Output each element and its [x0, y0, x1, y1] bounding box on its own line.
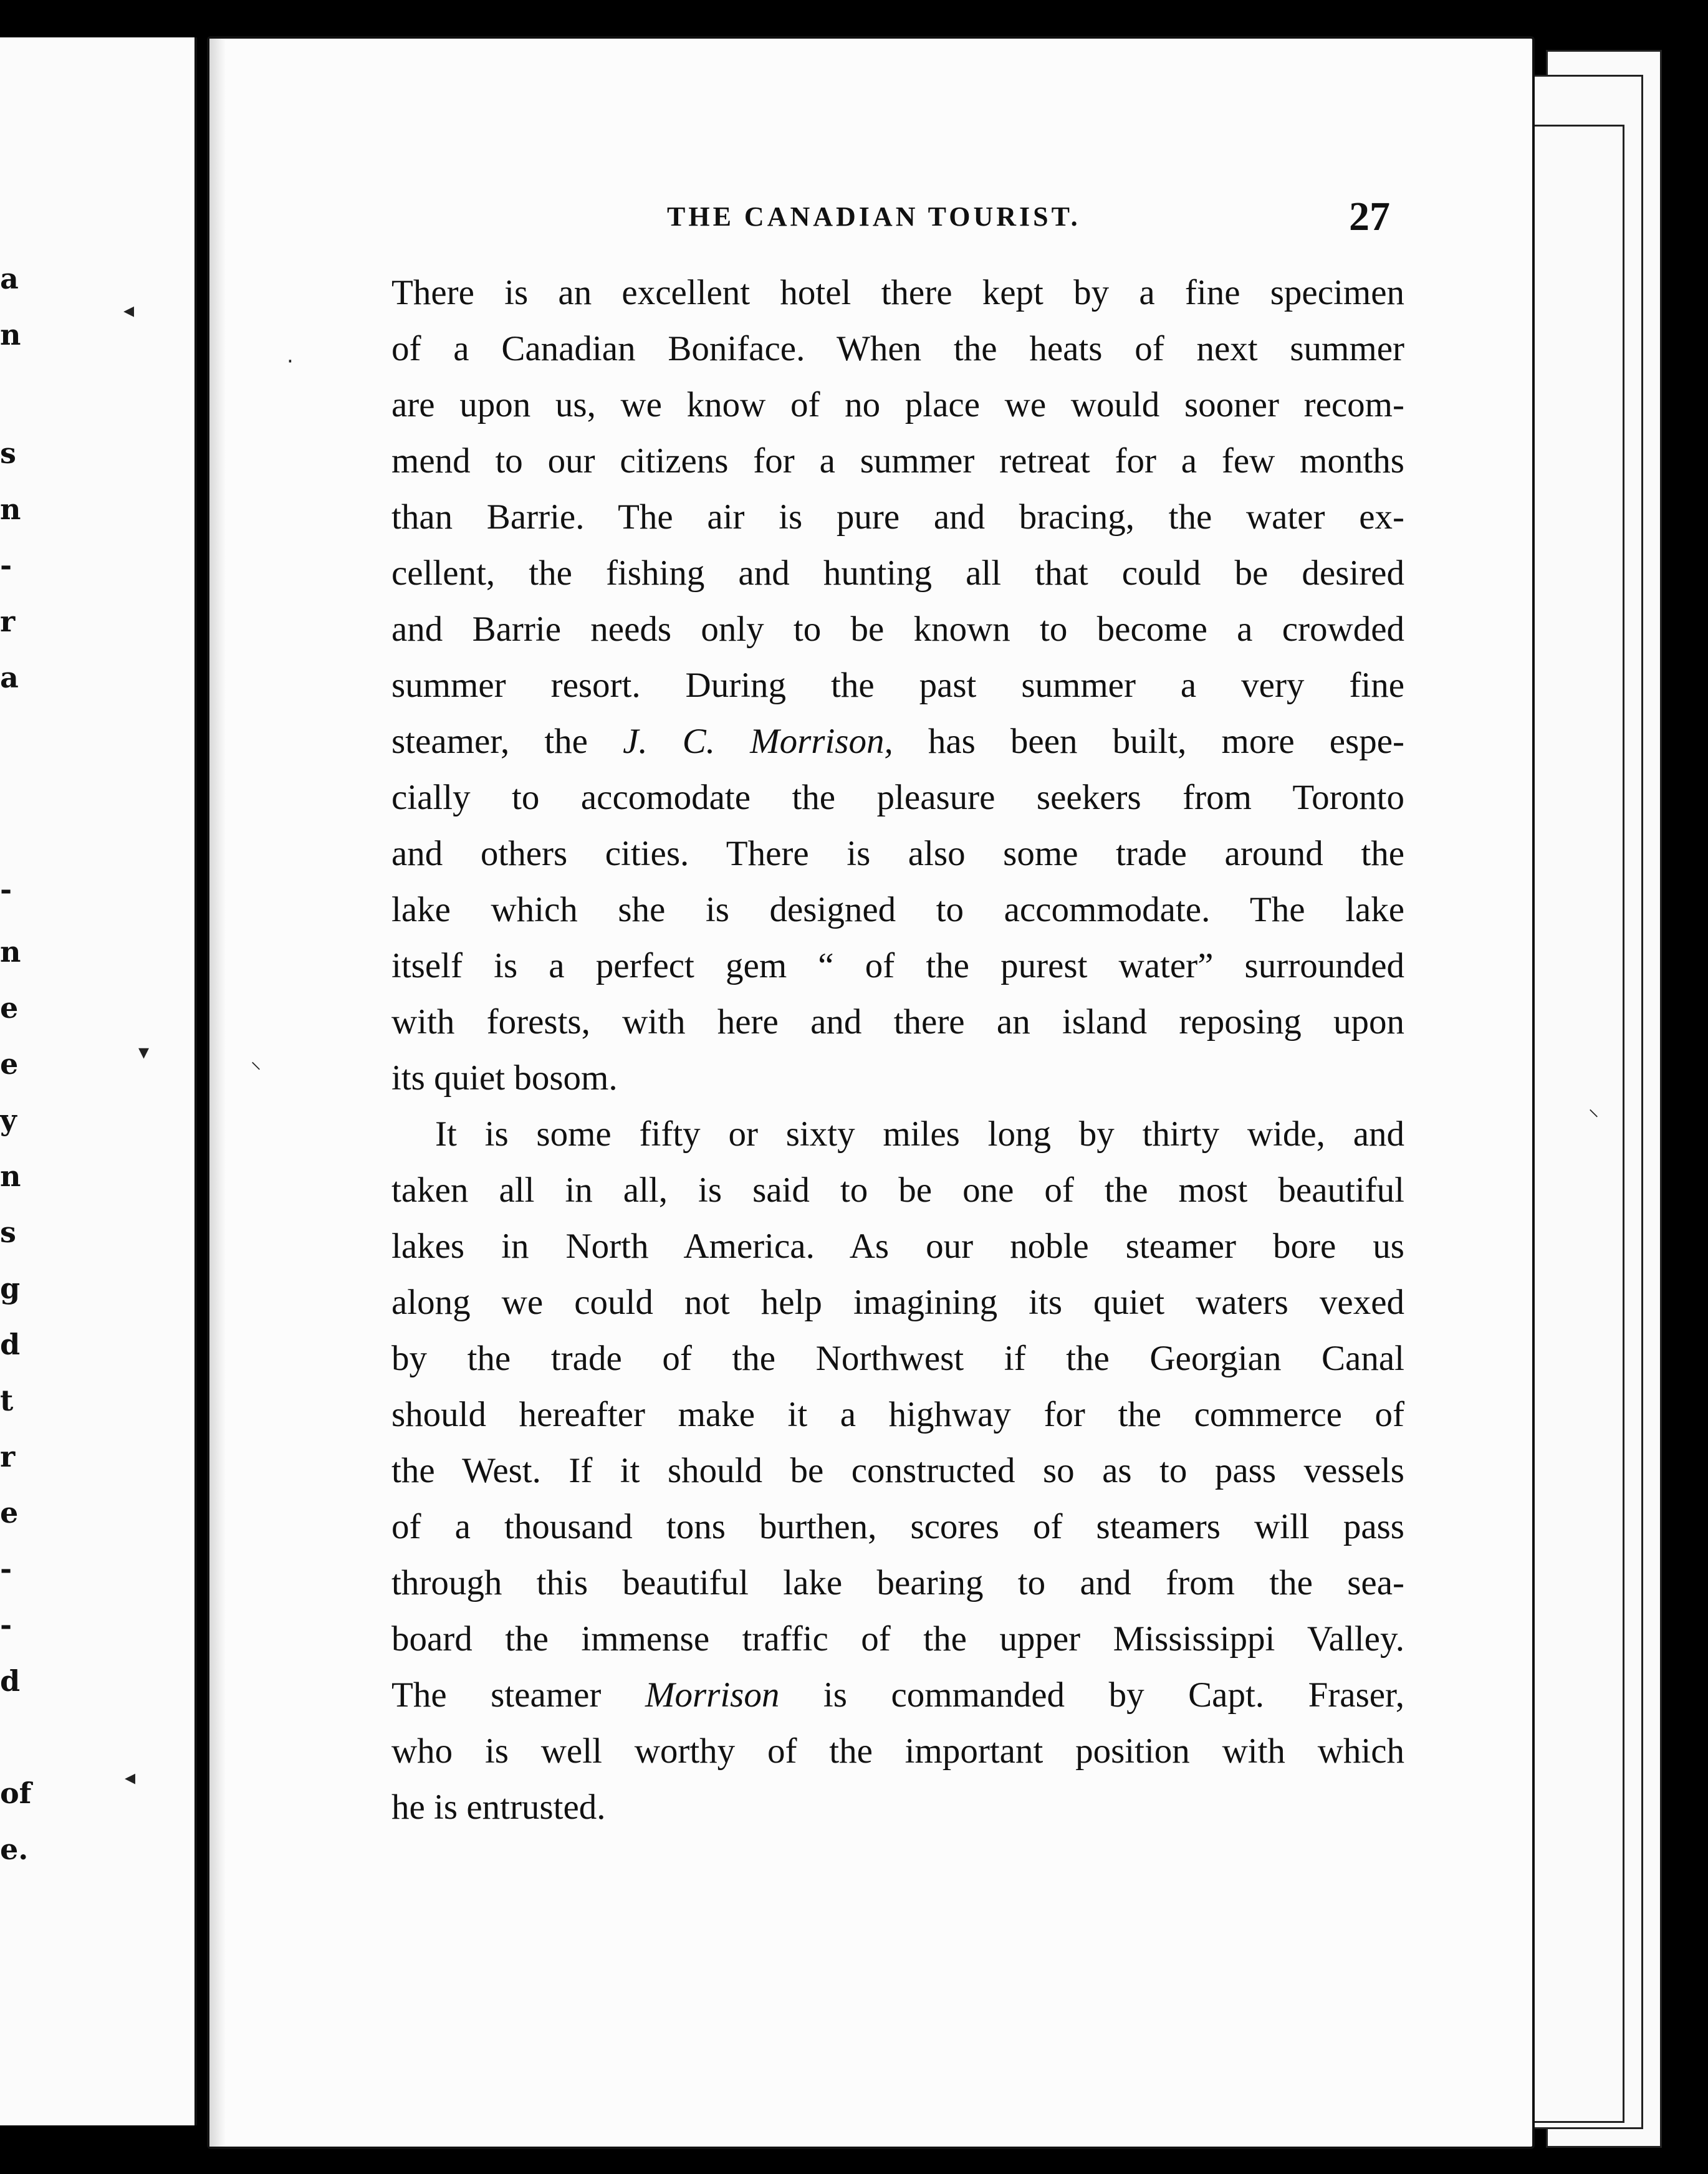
text-line [391, 1331, 1404, 1387]
left-page-letter: n [0, 492, 21, 526]
left-page-letter: s [0, 436, 16, 470]
left-page-letter: r [0, 605, 16, 638]
text-run: There is an excellent hotel there kept by a fine specimen [391, 273, 1404, 312]
margin-mark: ⸌ [251, 1058, 261, 1083]
text-run: taken all in all, is said to be one of the most beautiful [391, 1171, 1404, 1210]
text-line [391, 1387, 1404, 1443]
text-line [391, 882, 1404, 938]
left-page-letter: - [0, 1608, 12, 1642]
text-run: is commanded by Capt. Fraser, [779, 1675, 1405, 1715]
left-page-letter: r [0, 1440, 16, 1473]
text-line [391, 265, 1404, 321]
text-run: lake which she is designed to accommodate. The lake [391, 890, 1404, 929]
left-page-letter: a [0, 661, 19, 694]
text-run: board the immense traffic of the upper Mississippi Valley. [391, 1619, 1404, 1659]
text-run: mend to our citizens for a summer retreat for a few months [391, 441, 1404, 481]
running-title: THE CANADIAN TOURIST. [667, 201, 1081, 232]
text-run: and others cities. There is also some trade around the [391, 834, 1404, 873]
text-run: cellent, the fishing and hunting all that could be desired [391, 553, 1404, 593]
margin-mark: ⸌ [1588, 1105, 1599, 1130]
left-page-letter: n [0, 935, 21, 969]
text-line [391, 1499, 1404, 1555]
text-line [391, 545, 1404, 601]
text-run: along we could not help imagining its quiet waters vexed [391, 1283, 1404, 1322]
page-number: 27 [1349, 194, 1390, 239]
text-line [391, 1611, 1404, 1667]
text-line [391, 601, 1404, 658]
text-run: with forests, with here and there an island reposing upon [391, 1002, 1404, 1042]
text-line [391, 321, 1404, 377]
margin-mark: · [287, 349, 294, 374]
body-text [391, 265, 1404, 1836]
left-page-edge [0, 37, 197, 2125]
left-page-letter: d [0, 1664, 21, 1698]
text-line [391, 1723, 1404, 1779]
text-run: than Barrie. The air is pure and bracing, the water ex- [391, 497, 1404, 537]
margin-mark: ▾ [138, 1040, 150, 1065]
left-page-letters [0, 37, 32, 2125]
text-run: are upon us, we know of no place we would sooner recom- [391, 385, 1404, 424]
text-line [391, 489, 1404, 545]
text-run: of a thousand tons burthen, scores of steamers will pass [391, 1507, 1404, 1546]
left-page-letter: of [0, 1776, 32, 1810]
text-run: of a Canadian Boniface. When the heats of next summer [391, 329, 1404, 368]
margin-mark: ◂ [123, 298, 135, 323]
text-line [391, 826, 1404, 882]
text-run: lakes in North America. As our noble steamer bore us [391, 1227, 1404, 1266]
left-page-letter: - [0, 548, 12, 582]
text-run: itself is a perfect gem “ of the purest water” surrounded [391, 946, 1404, 985]
italic-name: J. C. Morrison, [623, 722, 893, 761]
text-run: should hereafter make it a highway for the commerce of [391, 1395, 1404, 1434]
text-line [391, 377, 1404, 433]
text-line [391, 1443, 1404, 1499]
left-page-letter: y [0, 1103, 17, 1137]
left-page-letter: e [0, 1047, 19, 1081]
left-page-letter: n [0, 1159, 21, 1193]
text-line [391, 1050, 1404, 1106]
text-run: who is well worthy of the important position with which [391, 1731, 1404, 1771]
text-line [391, 433, 1404, 489]
text-line [391, 1219, 1404, 1275]
text-line [391, 1779, 1404, 1836]
left-page-letter: e [0, 1496, 19, 1530]
text-run: the West. If it should be constructed so as to pass vessels [391, 1451, 1404, 1490]
text-run: through this beautiful lake bearing to and from the sea- [391, 1563, 1404, 1602]
text-line [391, 770, 1404, 826]
text-line [391, 1667, 1404, 1723]
text-run: cially to accomodate the pleasure seekers from Toronto [391, 778, 1404, 817]
left-page-letter: n [0, 318, 21, 352]
text-run: its quiet bosom. [391, 1058, 618, 1098]
left-page-letter: - [0, 1552, 12, 1586]
text-line [391, 658, 1404, 714]
gutter-shadow [209, 39, 226, 2147]
text-run: by the trade of the Northwest if the Georgian Canal [391, 1339, 1404, 1378]
left-page-letter: a [0, 262, 19, 295]
text-run: and Barrie needs only to be known to become a crowded [391, 610, 1404, 649]
text-line [391, 994, 1404, 1050]
left-page-letter: t [0, 1384, 14, 1417]
left-page-letter: - [0, 873, 12, 906]
text-line [391, 938, 1404, 994]
left-page-letter: g [0, 1271, 21, 1305]
text-run: he is entrusted. [391, 1788, 606, 1827]
text-line [391, 1106, 1404, 1162]
text-run: has been built, more espe- [893, 722, 1404, 761]
left-page-letter: d [0, 1328, 21, 1361]
text-run: The steamer [391, 1675, 645, 1715]
text-run: summer resort. During the past summer a very fine [391, 666, 1404, 705]
text-line [391, 1275, 1404, 1331]
text-line [391, 1162, 1404, 1219]
italic-name: Morrison [645, 1675, 780, 1715]
margin-mark: ◂ [125, 1765, 136, 1790]
left-page-letter: e. [0, 1832, 29, 1866]
text-line [391, 714, 1404, 770]
text-run: It is some fifty or sixty miles long by thirty wide, and [435, 1114, 1404, 1154]
running-head [187, 193, 1415, 249]
text-line [391, 1555, 1404, 1611]
left-page-letter: s [0, 1215, 16, 1249]
text-run: steamer, the [391, 722, 623, 761]
left-page-letter: e [0, 991, 19, 1025]
